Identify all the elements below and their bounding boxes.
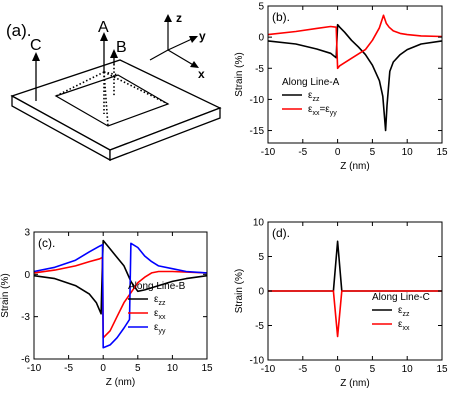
chart-panel-d: [234, 218, 448, 390]
plot-frame: [268, 6, 442, 143]
x-tick-label-2: 0: [334, 147, 341, 158]
legend-label-1: $\varepsilon_{xx}=\varepsilon_{yy}$: [308, 104, 337, 117]
series-line-0: [268, 241, 442, 291]
legend-title: Along Line-B: [128, 281, 186, 292]
y-tick-label-3: -6: [21, 354, 30, 366]
legend-title: Along Line-A: [282, 77, 340, 88]
z-axis-label: z: [176, 11, 182, 25]
y-tick-label-1: 0: [258, 32, 264, 44]
x-tick-label-0: -10: [260, 364, 276, 375]
x-tick-label-4: 10: [401, 364, 413, 375]
y-tick-label-2: -3: [21, 312, 30, 324]
x-axis-label: Z (nm): [340, 378, 370, 389]
y-tick-label-1: 0: [24, 269, 30, 281]
y-tick-label-3: -5: [255, 321, 264, 332]
y-axis-label: Strain (%): [0, 273, 11, 318]
panel-label: (c).: [38, 236, 56, 250]
y-axis-label: Strain (%): [234, 268, 245, 314]
schematic-panel: [6, 11, 220, 160]
panel-label: (d).: [272, 226, 290, 240]
x-tick-label-5: 15: [201, 363, 213, 374]
y-tick-label-4: -15: [249, 126, 264, 138]
series-line-0: [34, 241, 207, 314]
legend-label-0: $\varepsilon_{zz}$: [154, 294, 166, 307]
plot-frame: [34, 232, 207, 359]
series-line-1: [268, 15, 442, 68]
y-tick-label-0: 3: [24, 227, 30, 239]
legend-label-0: $\varepsilon_{zz}$: [308, 90, 320, 103]
y-axis-label: Strain (%): [234, 52, 245, 97]
x-tick-label-1: -5: [298, 364, 308, 375]
chart-panel-b: [234, 2, 448, 173]
line-c-label: C: [30, 37, 42, 54]
y-axis-label: y: [199, 29, 206, 43]
y-tick-label-1: 5: [258, 252, 264, 263]
x-tick-label-4: 10: [166, 363, 178, 374]
panel-a-label: (a).: [6, 21, 32, 40]
x-tick-label-5: 15: [436, 147, 448, 158]
x-tick-label-1: -5: [298, 147, 308, 158]
panel-label: (b).: [272, 10, 290, 24]
x-tick-label-2: 0: [334, 364, 341, 375]
x-tick-label-5: 15: [436, 364, 448, 375]
line-a-label: A: [98, 19, 109, 36]
x-axis-label: Z (nm): [340, 161, 370, 172]
substrate-top: [12, 60, 220, 150]
y-tick-label-4: -10: [249, 355, 264, 367]
coordinate-axes: [150, 18, 195, 66]
z-arrowhead: [164, 14, 172, 22]
x-tick-label-1: -5: [64, 363, 74, 374]
legend-label-2: $\varepsilon_{yy}$: [154, 322, 166, 335]
legend-label-0: $\varepsilon_{zz}$: [398, 305, 410, 318]
x-tick-label-2: 0: [100, 363, 106, 374]
y-tick-label-0: 5: [258, 1, 264, 13]
y-tick-label-2: -5: [255, 63, 264, 75]
x-axis-label: x: [198, 67, 205, 81]
y-tick-label-0: 10: [252, 217, 264, 229]
legend-label-1: $\varepsilon_{xx}$: [398, 319, 410, 332]
x-tick-label-4: 10: [401, 147, 413, 158]
y-tick-label-2: 0: [258, 286, 264, 298]
x-tick-label-3: 5: [369, 147, 376, 158]
x-tick-label-0: -10: [26, 363, 42, 374]
y-tick-label-3: -10: [249, 94, 264, 106]
legend-label-1: $\varepsilon_{xx}$: [154, 308, 166, 321]
chart-panel-c: [0, 228, 213, 389]
line-b-label: B: [116, 39, 127, 56]
x-tick-label-0: -10: [260, 147, 276, 158]
x-tick-label-3: 5: [369, 364, 376, 375]
series-line-2: [34, 243, 207, 347]
x-axis-label: Z (nm): [105, 377, 136, 388]
series-line-1: [34, 257, 207, 337]
legend-title: Along Line-C: [372, 292, 430, 303]
x-tick-label-3: 5: [135, 363, 141, 374]
